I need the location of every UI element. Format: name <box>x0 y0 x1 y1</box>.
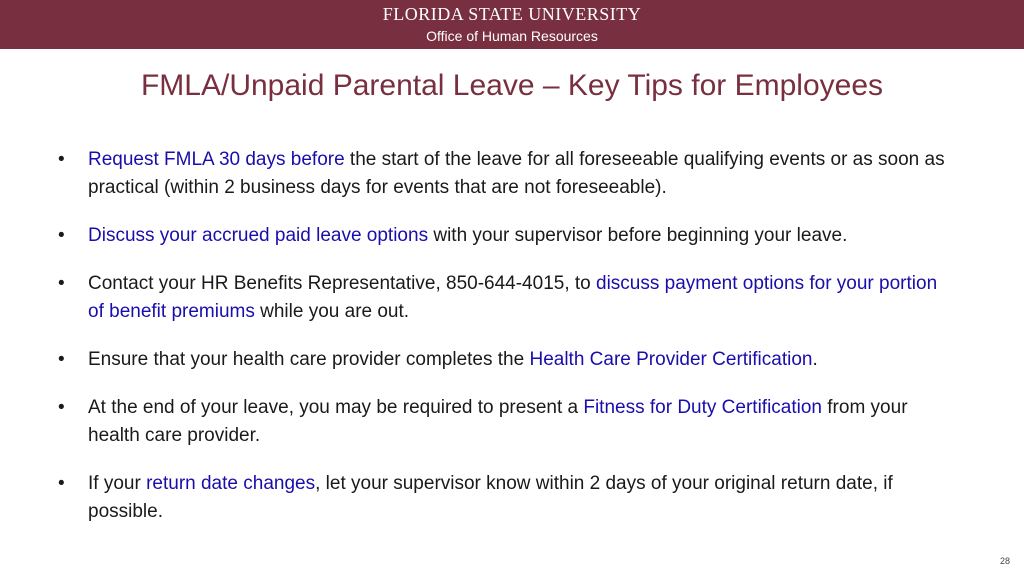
highlighted-text: Health Care Provider Certification <box>529 349 813 370</box>
bullet-icon: • <box>58 273 65 294</box>
bullet-item <box>58 394 958 450</box>
bullet-text: with your supervisor before beginning your leave. <box>428 225 848 246</box>
bullet-text: the start of the leave for all foreseeable qualifying events or as soon as practical (within 2 business days for events that are not foreseeable). <box>88 149 945 198</box>
highlighted-text: Fitness for Duty Certification <box>583 397 822 418</box>
bullet-item <box>58 346 958 374</box>
highlighted-text: Discuss your accrued paid leave options <box>88 225 429 246</box>
highlighted-text: return date changes <box>146 473 316 494</box>
bullet-list <box>58 146 958 546</box>
bullet-icon: • <box>58 149 65 170</box>
office-name: Office of Human Resources <box>426 28 598 44</box>
bullet-text: Contact your HR Benefits Representative, 850-644-4015, to <box>88 273 597 294</box>
header-banner <box>0 0 1024 49</box>
bullet-text: while you are out. <box>254 301 410 322</box>
bullet-text: At the end of your leave, you may be required to present a <box>88 397 584 418</box>
bullet-icon: • <box>58 349 65 370</box>
bullet-item <box>58 146 958 202</box>
page-number: 28 <box>999 556 1010 566</box>
bullet-item <box>58 222 958 250</box>
bullet-text: If your <box>88 473 147 494</box>
bullet-item <box>58 270 958 326</box>
bullet-item <box>58 470 958 526</box>
university-name: FLORIDA STATE UNIVERSITY <box>382 4 642 24</box>
highlighted-text: Request FMLA 30 days before <box>88 149 345 170</box>
bullet-text: from your health care provider. <box>88 397 908 446</box>
highlighted-text: discuss payment options for your portion of benefit premiums <box>88 273 938 322</box>
bullet-text: Ensure that your health care provider completes the <box>88 349 530 370</box>
bullet-icon: • <box>58 473 65 494</box>
bullet-icon: • <box>58 225 65 246</box>
slide-title: FMLA/Unpaid Parental Leave – Key Tips for Employees <box>140 69 884 102</box>
bullet-text: , let your supervisor know within 2 days of your original return date, if possible. <box>88 473 893 522</box>
bullet-text: . <box>812 349 818 370</box>
bullet-icon: • <box>58 397 65 418</box>
